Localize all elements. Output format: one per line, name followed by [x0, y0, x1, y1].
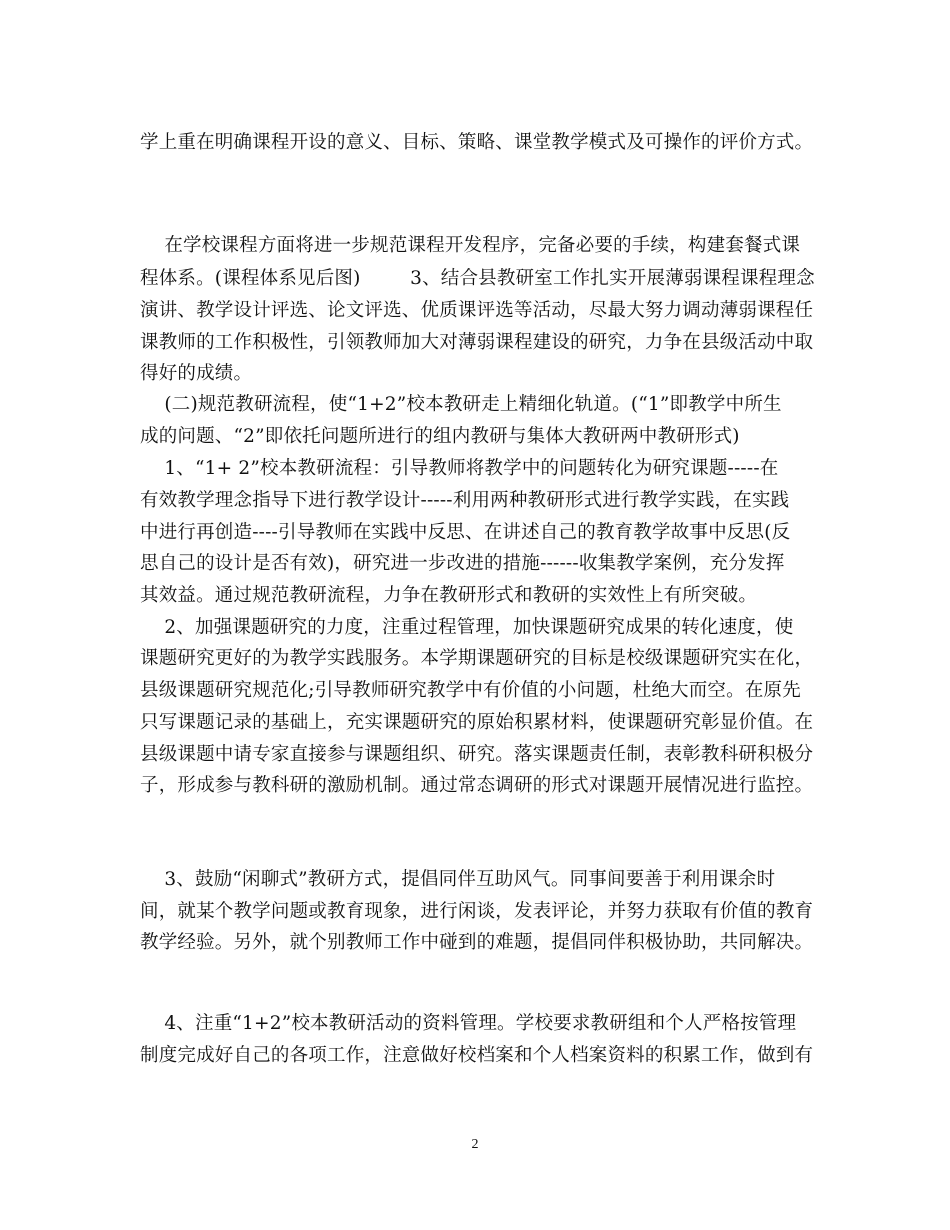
text-line: 学上重在明确课程开设的意义、目标、策略、课堂教学模式及可操作的评价方式。 [140, 132, 814, 153]
page-number: 2 [471, 1137, 479, 1152]
text-line: 子，形成参与教科研的激励机制。通过常态调研的形式对课题开展情况进行监控。 [140, 775, 814, 796]
text-line: 县级课题研究规范化;引导教师研究教学中有价值的小问题，杜绝大而空。在原先 [140, 680, 801, 701]
text-line: 县级课题中请专家直接参与课题组织、研究。落实课题责任制，表彰教科研积极分 [140, 744, 814, 765]
text-line: 中进行再创造----引导教师在实践中反思、在讲述自己的教育教学故事中反思(反 [140, 522, 791, 543]
text-line: 1、“1+ 2”校本教研流程：引导教师将教学中的问题转化为研究课题-----在 [140, 458, 779, 479]
text-line: 制度完成好自己的各项工作，注意做好校档案和个人档案资料的积累工作，做到有 [140, 1045, 814, 1066]
text-line: 在学校课程方面将进一步规范课程开发程序，完备必要的手续，构建套餐式课 [140, 235, 801, 256]
text-line: 程体系。(课程体系见后图) 3、结合县教研室工作扎实开展薄弱课程课程理念 [140, 268, 815, 289]
text-line: 4、注重“1+2”校本教研活动的资料管理。学校要求教研组和个人严格按管理 [140, 1013, 797, 1034]
text-line: 只写课题记录的基础上，充实课题研究的原始积累材料，使课题研究彰显价值。在 [140, 712, 814, 733]
text-line: 课题研究更好的为教学实践服务。本学期课题研究的目标是校级课题研究实在化， [140, 648, 814, 669]
text-line: 成的问题、“2”即依托问题所进行的组内教研与集体大教研两中教研形式) [140, 426, 740, 447]
text-line: 教学经验。另外，就个别教师工作中碰到的难题，提倡同伴积极协助，共同解决。 [140, 932, 814, 953]
text-line: 有效教学理念指导下进行教学设计-----利用两种教研形式进行教学实践，在实践 [140, 490, 790, 511]
text-line: 3、鼓励“闲聊式”教研方式，提倡同伴互助风气。同事间要善于利用课余时 [140, 869, 776, 890]
text-line: 演讲、教学设计评选、论文评选、优质课评选等活动，尽最大努力调动薄弱课程任 [140, 300, 814, 321]
text-line: 其效益。通过规范教研流程，力争在教研形式和教研的实效性上有所突破。 [140, 585, 758, 606]
text-line: 思自己的设计是否有效)，研究进一步改进的措施------收集教学案例，充分发挥 [140, 553, 785, 574]
text-line: 课教师的工作积极性，引领教师加大对薄弱课程建设的研究，力争在县级活动中取 [140, 332, 814, 353]
text-line: 2、加强课题研究的力度，注重过程管理，加快课题研究成果的转化速度，使 [140, 617, 794, 638]
text-line: (二)规范教研流程，使“1+2”校本教研走上精细化轨道。(“1”即教学中所生 [140, 394, 782, 415]
text-line: 间，就某个教学问题或教育现象，进行闲谈，发表评论，并努力获取有价值的教育 [140, 901, 814, 922]
text-line: 得好的成绩。 [140, 363, 253, 384]
